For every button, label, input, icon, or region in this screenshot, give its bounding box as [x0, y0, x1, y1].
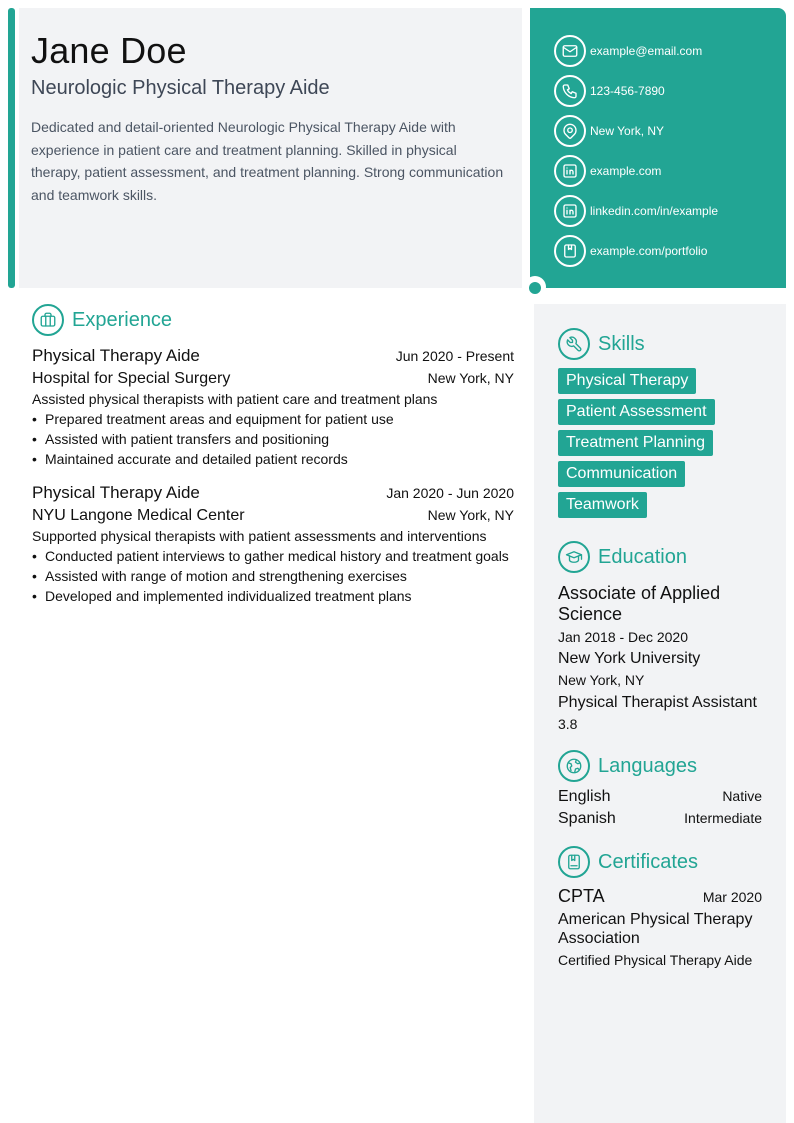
contact-email[interactable]	[554, 31, 786, 71]
contact-phone-text: 123-456-7890	[590, 84, 665, 98]
language-row	[558, 788, 762, 806]
language-level: Intermediate	[684, 810, 762, 826]
language-name: Spanish	[558, 810, 616, 827]
wrench-icon	[558, 328, 590, 360]
phone-icon	[554, 75, 586, 107]
linkedin-icon	[554, 195, 586, 227]
certificate-name: CPTA	[558, 886, 605, 906]
job-bullets	[32, 411, 514, 467]
location-pin-icon	[554, 115, 586, 147]
graduation-cap-icon	[558, 541, 590, 573]
language-name: English	[558, 788, 611, 805]
job-bullet: • Prepared treatment areas and equipment for patient use	[32, 411, 514, 427]
profile-summary: Dedicated and detail-oriented Neurologic Physical Therapy Aide with experience in patient care and treatment planning. Skilled in physical therapy, patient assessment, and treatment planning. Strong communication and teamwork skills.	[31, 119, 504, 203]
job-bullet: • Conducted patient interviews to gather medical history and treatment goals	[32, 548, 514, 564]
skill-tag: Physical Therapy	[558, 368, 696, 394]
languages-title: Languages	[598, 754, 697, 777]
candidate-name: Jane Doe	[31, 30, 187, 71]
contact-location-text: New York, NY	[590, 124, 665, 138]
certificate-description: Certified Physical Therapy Aide	[558, 952, 753, 968]
language-level: Native	[722, 788, 762, 804]
contact-phone[interactable]	[554, 71, 786, 111]
job-dates: Jun 2020 - Present	[395, 348, 514, 364]
contact-portfolio-text: example.com/portfolio	[590, 244, 708, 258]
skill-tag: Teamwork	[558, 492, 647, 518]
job-company: NYU Langone Medical Center	[32, 507, 245, 524]
education-field: Physical Therapist Assistant	[558, 694, 757, 711]
contact-portfolio[interactable]	[554, 231, 786, 271]
skills-header	[558, 328, 762, 360]
portfolio-icon	[554, 235, 586, 267]
experience-header	[32, 304, 514, 336]
contact-panel	[530, 8, 786, 288]
sidebar	[534, 304, 786, 1123]
contact-linkedin-text: linkedin.com/in/example	[590, 204, 719, 218]
header-accent-bar	[8, 8, 15, 288]
experience-entry	[32, 346, 514, 467]
education-dates: Jan 2018 - Dec 2020	[558, 629, 688, 645]
education-header	[558, 541, 762, 573]
education-gpa: 3.8	[558, 716, 578, 732]
job-bullets	[32, 548, 514, 604]
skill-tag: Patient Assessment	[558, 399, 715, 425]
language-row	[558, 810, 762, 828]
education-title: Education	[598, 545, 687, 568]
education-degree: Associate of Applied Science	[558, 583, 721, 624]
contact-location	[554, 111, 786, 151]
experience-entry	[32, 483, 514, 604]
languages-list	[558, 788, 762, 828]
job-dates: Jan 2020 - Jun 2020	[386, 485, 514, 501]
experience-title: Experience	[72, 308, 173, 331]
contact-email-text: example@email.com	[590, 44, 703, 58]
briefcase-icon	[32, 304, 64, 336]
job-role: Physical Therapy Aide	[32, 346, 200, 365]
candidate-title: Neurologic Physical Therapy Aide	[31, 77, 330, 99]
job-bullet: • Developed and implemented individualized treatment plans	[32, 588, 514, 604]
skill-tag: Treatment Planning	[558, 430, 713, 456]
main-column	[32, 304, 514, 604]
certificate-date: Mar 2020	[702, 889, 762, 905]
job-role: Physical Therapy Aide	[32, 483, 200, 502]
job-company: Hospital for Special Surgery	[32, 370, 231, 387]
connector-dot	[529, 282, 541, 294]
resume-header	[19, 8, 522, 288]
education-school: New York University	[558, 650, 701, 667]
skill-tag: Communication	[558, 461, 685, 487]
mail-icon	[554, 35, 586, 67]
skills-title: Skills	[598, 332, 645, 355]
certificates-title: Certificates	[598, 850, 699, 873]
job-location: New York, NY	[427, 370, 514, 386]
job-description: Assisted physical therapists with patient care and treatment plans	[32, 391, 438, 407]
skills-list	[558, 368, 762, 523]
job-location: New York, NY	[427, 507, 514, 523]
certificate-book-icon	[558, 846, 590, 878]
job-bullet: • Assisted with patient transfers and positioning	[32, 431, 514, 447]
contact-website[interactable]	[554, 151, 786, 191]
contact-website-text: example.com	[590, 164, 662, 178]
linkedin-icon	[554, 155, 586, 187]
certificate-issuer: American Physical Therapy Association	[558, 911, 753, 947]
certificates-header	[558, 846, 762, 878]
globe-icon	[558, 750, 590, 782]
job-description: Supported physical therapists with patient assessments and interventions	[32, 528, 487, 544]
education-location: New York, NY	[558, 672, 645, 688]
job-bullet: • Maintained accurate and detailed patient records	[32, 451, 514, 467]
certificate-row	[558, 886, 762, 907]
job-bullet: • Assisted with range of motion and strengthening exercises	[32, 568, 514, 584]
contact-linkedin[interactable]	[554, 191, 786, 231]
languages-header	[558, 750, 762, 782]
